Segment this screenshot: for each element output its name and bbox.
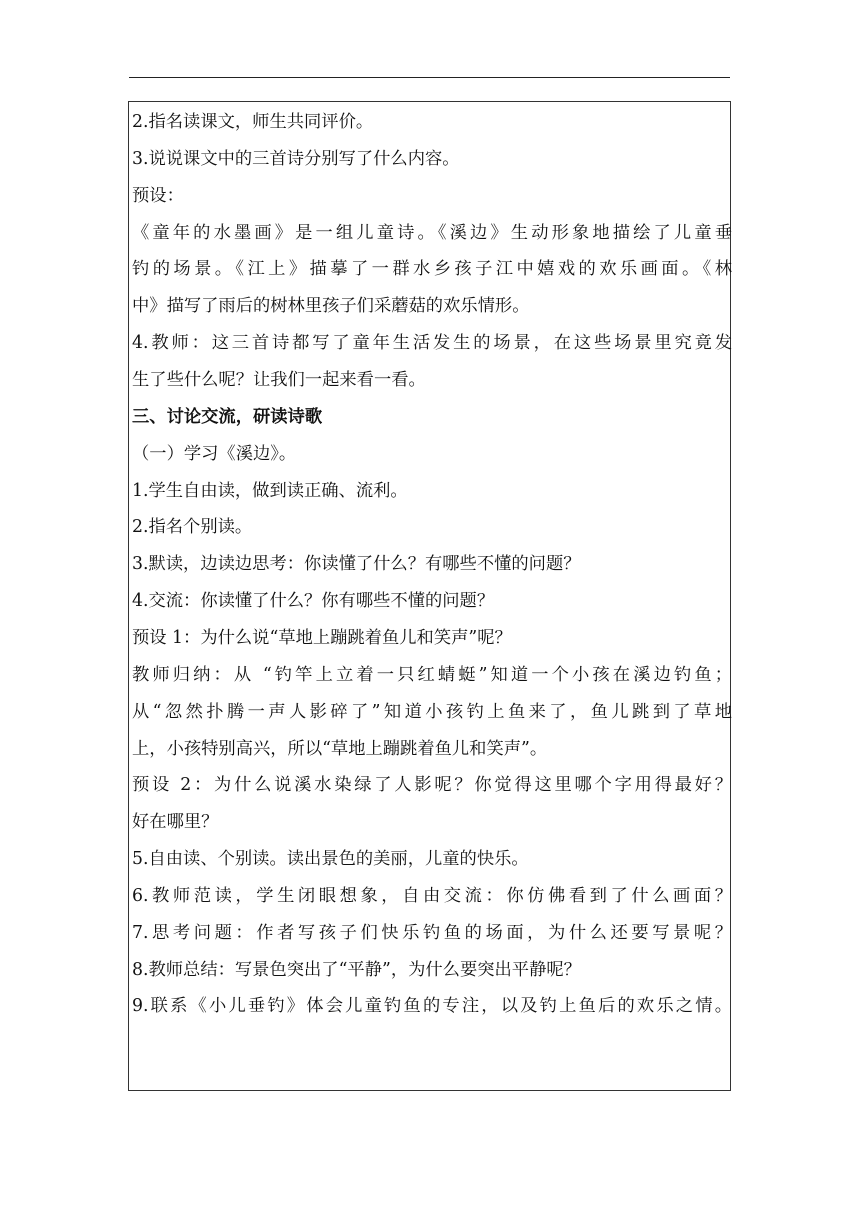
text-line: （一）学习《溪边》。 (132, 443, 297, 464)
text-line: 预设： (132, 185, 184, 206)
text-line: 2.指名个别读。 (132, 517, 253, 538)
text-line: 1.学生自由读，做到读正确、流利。 (132, 480, 408, 501)
text-line: 7.思考问题：作者写孩子们快乐钓鱼的场面，为什么还要写景呢？ (132, 922, 732, 943)
text-line: 教师归纳：从 “钓竿上立着一只红蜻蜓”知道一个小孩在溪边钓鱼； (132, 664, 732, 685)
text-line: 5.自由读、个别读。读出景色的美丽，儿童的快乐。 (132, 849, 529, 869)
text-line: 8.教师总结：写景色突出了“平静”，为什么要突出平静呢？ (132, 959, 581, 980)
text-line: 6.教师范读，学生闭眼想象，自由交流：你仿佛看到了什么画面？ (132, 885, 732, 906)
text-line: 生了些什么呢？让我们一起来看一看。 (132, 369, 426, 390)
text-line: 预设 2：为什么说溪水染绿了人影呢？你觉得这里哪个字用得最好？ (132, 775, 732, 796)
section-heading: 三、讨论交流，研读诗歌 (132, 406, 323, 427)
text-line: 钓的场景。《江上》描摹了一群水乡孩子江中嬉戏的欢乐画面。《林 (132, 259, 732, 280)
header-rule (129, 77, 730, 78)
text-line: 4.交流：你读懂了什么？你有哪些不懂的问题？ (132, 591, 495, 612)
text-line: 3.默读，边读边思考：你读懂了什么？有哪些不懂的问题？ (132, 554, 581, 575)
lesson-content-box (128, 101, 731, 1091)
text-line: 2.指名读课文，师生共同评价。 (132, 112, 374, 132)
text-line: 上，小孩特别高兴，所以“草地上蹦跳着鱼儿和笑声”。 (132, 738, 548, 759)
text-line: 预设 1：为什么说“草地上蹦跳着鱼儿和笑声”呢？ (132, 627, 512, 648)
text-line: 3.说说课文中的三首诗分别写了什么内容。 (132, 148, 460, 169)
text-line: 4.教师：这三首诗都写了童年生活发生的场景，在这些场景里究竟发 (132, 333, 732, 354)
text-line: 《童年的水墨画》是一组儿童诗。《溪边》生动形象地描绘了儿童垂 (132, 222, 732, 243)
text-line: 从“忽然扑腾一声人影碎了”知道小孩钓上鱼来了，鱼儿跳到了草地 (132, 701, 732, 722)
text-line: 好在哪里？ (132, 812, 219, 833)
text-line: 9.联系《小儿垂钓》体会儿童钓鱼的专注，以及钓上鱼后的欢乐之情。 (132, 996, 732, 1017)
text-line: 中》描写了雨后的树林里孩子们采蘑菇的欢乐情形。 (132, 296, 530, 317)
